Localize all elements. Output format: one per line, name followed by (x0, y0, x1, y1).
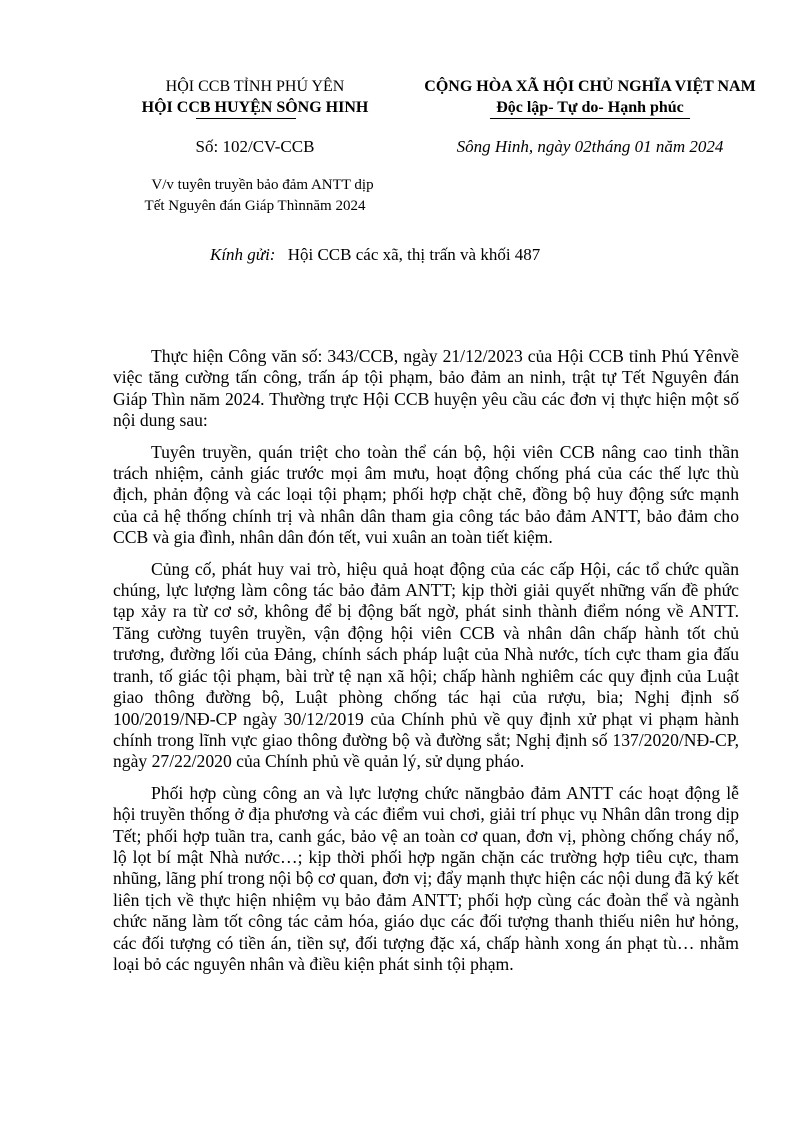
subject-line-2: Tết Nguyên đán Giáp Thìnnăm 2024 (144, 198, 366, 214)
document-body (113, 346, 739, 985)
subject-line-1: V/v tuyên truyền bảo đảm ANTT dịp (151, 177, 374, 193)
body-paragraph: Củng cố, phát huy vai trò, hiệu quả hoạt động của các cấp Hội, các tổ chức quần chúng, lực lượng làm công tác bảo đảm ANTT; kịp thời giải quyết những vấn đề phức tạp xảy ra từ cơ sở, không để bị động bất ngờ, phát sinh thành điểm nóng về ANTT. Tăng cường tuyên truyền, vận động hội viên CCB và nhân dân chấp hành tốt chủ trương, đường lối của Đảng, chính sách pháp luật của Nhà nước, tích cực tham gia đấu tranh, tố giác tội phạm, bài trừ tệ nạn xã hội; chấp hành nghiêm các quy định của Luật giao thông đường bộ, Luật phòng chống tác hại của rượu, bia; Nghị định số 100/2019/NĐ-CP ngày 30/12/2019 của Chính phủ về quy định xử phạt vi phạm hành chính trong lĩnh vực giao thông đường bộ và đường sắt; Nghị định số 137/2020/NĐ-CP, ngày 27/22/2020 của Chính phủ về quản lý, sử dụng pháo. (113, 558, 739, 772)
body-paragraph: Phối hợp cùng công an và lực lượng chức năngbảo đảm ANTT các hoạt động lễ hội truyền thống ở địa phương và các điểm vui chơi, giải trí phục vụ Nhân dân trong dịp Tết; phối hợp tuần tra, canh gác, bảo vệ an toàn cơ quan, đơn vị, phòng chống cháy nổ, lộ lọt bí mật Nhà nước…; kịp thời phối hợp ngăn chặn các trường hợp tiêu cực, tham nhũng, lãng phí trong nội bộ cơ quan, đơn vị; đẩy mạnh thực hiện các nội dung đã ký kết liên tịch về thực hiện nhiệm vụ bảo đảm ANTT; phối hợp cùng các đoàn thể và ngành chức năng làm tốt công tác cảm hóa, giáo dục các đối tượng thanh thiếu niên hư hỏng, các đối tượng có tiền án, tiền sự, đối tượng đặc xá, chấp hành xong án phạt tù… nhằm loại bỏ các nguyên nhân và điều kiện phát sinh tội phạm. (113, 782, 739, 974)
recipient-label: Kính gửi: (210, 245, 276, 264)
organization-parent: HỘI CCB TỈNH PHÚ YÊN (165, 78, 345, 95)
national-title: CỘNG HÒA XÃ HỘI CHỦ NGHĨA VIỆT NAM (424, 78, 756, 95)
motto-underline (490, 118, 690, 119)
document-subject (110, 175, 400, 217)
body-paragraph: Tuyên truyền, quán triệt cho toàn thể cán bộ, hội viên CCB nâng cao tinh thần trách nhiệm, cảnh giác trước mọi âm mưu, hoạt động chống phá của các thế lực thù địch, phản động và các loại tội phạm; phối hợp chặt chẽ, đồng bộ huy động sức mạnh của cả hệ thống chính trị và nhân dân tham gia công tác bảo đảm ANTT, bảo đảm cho CCB và gia đình, nhân dân đón tết, vui xuân an toàn tiết kiệm. (113, 441, 739, 548)
body-paragraph: Thực hiện Công văn số: 343/CCB, ngày 21/12/2023 của Hội CCB tỉnh Phú Yênvề việc tăng cường tấn công, trấn áp tội phạm, bảo đảm an ninh, trật tự Tết Nguyên đán Giáp Thìn năm 2024. Thường trực Hội CCB huyện yêu cầu các đơn vị thực hiện một số nội dung sau: (113, 346, 739, 431)
national-motto: Độc lập- Tự do- Hạnh phúc (496, 99, 684, 116)
recipient-value: Hội CCB các xã, thị trấn và khối 487 (287, 245, 541, 264)
document-number: Số: 102/CV-CCB (195, 137, 315, 156)
organization-name: HỘI CCB HUYỆN SÔNG HINH (141, 99, 369, 116)
recipient (210, 244, 770, 266)
place-date: Sông Hinh, ngày 02tháng 01 năm 2024 (456, 137, 724, 156)
organization-underline (196, 118, 296, 119)
